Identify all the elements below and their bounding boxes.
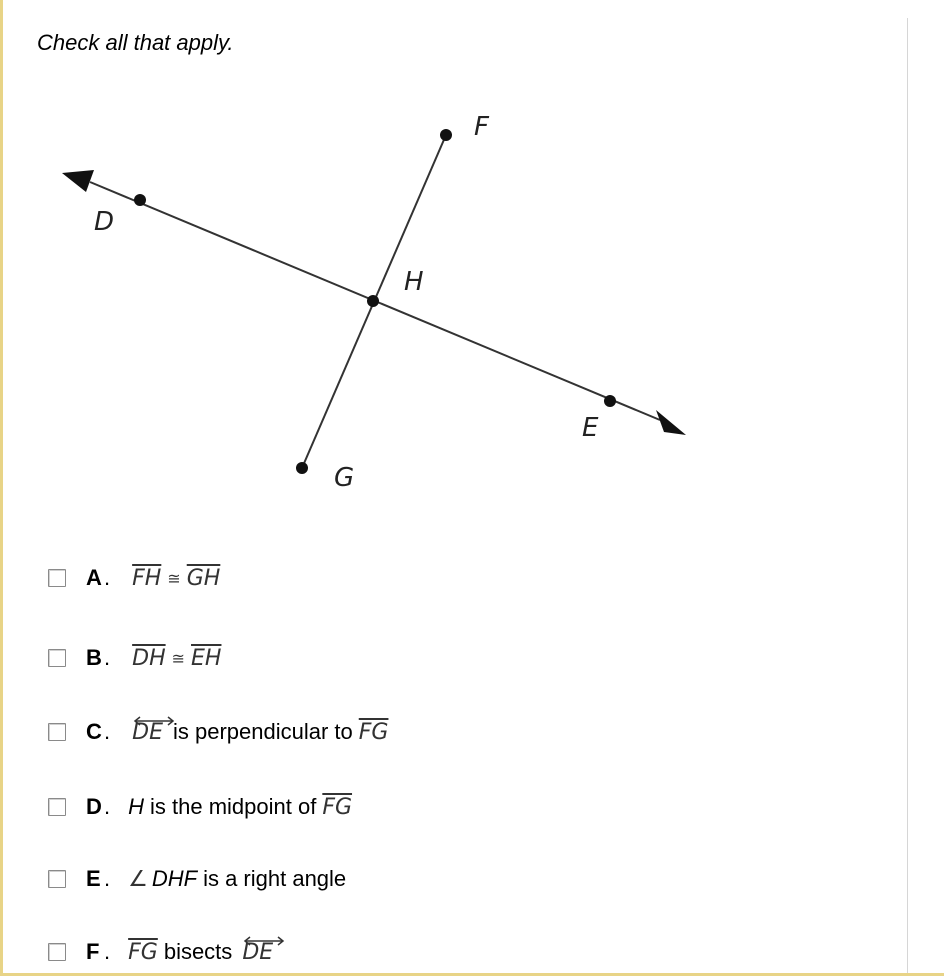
label-e: E	[582, 413, 599, 443]
choice-d-dot: .	[104, 794, 111, 819]
congruent-symbol: ≅	[171, 648, 186, 668]
choice-a-letter: A	[86, 565, 102, 590]
choice-b-segment-2: $\overline{EH}$	[191, 645, 222, 671]
choice-e-letter: E	[86, 866, 101, 891]
choice-f-dot: .	[104, 939, 111, 964]
label-g: G	[334, 463, 355, 493]
choice-c-text: is perpendicular to	[172, 719, 353, 744]
choice-c-letter: C	[86, 719, 102, 744]
label-d: D	[94, 207, 115, 237]
choice-d-text: is the midpoint of	[150, 794, 317, 819]
double-arrow-icon	[132, 716, 176, 726]
choice-f-text: bisects	[163, 939, 233, 964]
checkbox-b[interactable]	[48, 649, 66, 667]
choice-e-angle: DHF	[151, 866, 198, 891]
choice-c[interactable]	[48, 717, 388, 747]
choice-f-line-label: DE	[242, 939, 274, 965]
point-e	[604, 395, 616, 407]
choice-c-segment: $\overline{FG}$	[358, 719, 389, 745]
choice-d-letter: D	[86, 794, 102, 819]
geometry-figure	[0, 80, 760, 500]
arrowhead-d-end	[62, 170, 94, 192]
label-h: H	[404, 267, 424, 297]
choice-f-letter: F	[86, 939, 100, 964]
choice-c-dot: .	[104, 719, 111, 744]
arrowhead-e-end	[656, 410, 686, 435]
double-arrow-icon	[242, 936, 286, 946]
congruent-symbol: ≅	[167, 568, 181, 588]
choice-b-dot: .	[104, 645, 111, 670]
choice-c-line-de	[132, 720, 163, 745]
choice-a-segment-2: $\overline{GH}$	[186, 565, 221, 591]
checkbox-c[interactable]	[48, 723, 66, 741]
choice-b-segment-1: $\overline{DH}$	[132, 645, 166, 671]
frame-right-border	[907, 18, 908, 976]
choice-f-line-de	[242, 940, 273, 965]
choice-a-dot: .	[104, 565, 111, 590]
point-h	[367, 295, 379, 307]
checkbox-a[interactable]	[48, 569, 66, 587]
choice-a-segment-1: $\overline{FH}$	[132, 565, 162, 591]
choice-e-text: is a right angle	[203, 866, 347, 891]
choice-f-segment: $\overline{FG}$	[128, 939, 158, 965]
checkbox-f[interactable]	[48, 943, 66, 961]
choice-d-variable: H	[128, 794, 145, 819]
choice-a[interactable]	[48, 563, 220, 593]
angle-icon: ∠	[128, 866, 148, 892]
label-f: F	[474, 112, 489, 142]
checkbox-e[interactable]	[48, 870, 66, 888]
choice-b[interactable]	[48, 643, 221, 673]
choice-f[interactable]	[48, 937, 273, 967]
choice-c-line-label: DE	[132, 719, 163, 745]
instruction-text: Check all that apply.	[37, 30, 234, 55]
checkbox-d[interactable]	[48, 798, 66, 816]
choice-e[interactable]	[48, 864, 346, 894]
choice-e-dot: .	[104, 866, 111, 891]
choice-d-segment: $\overline{FG}$	[322, 794, 353, 820]
choice-b-letter: B	[86, 645, 102, 670]
point-g	[296, 462, 308, 474]
choice-d[interactable]	[48, 792, 352, 822]
point-d	[134, 194, 146, 206]
point-f	[440, 129, 452, 141]
